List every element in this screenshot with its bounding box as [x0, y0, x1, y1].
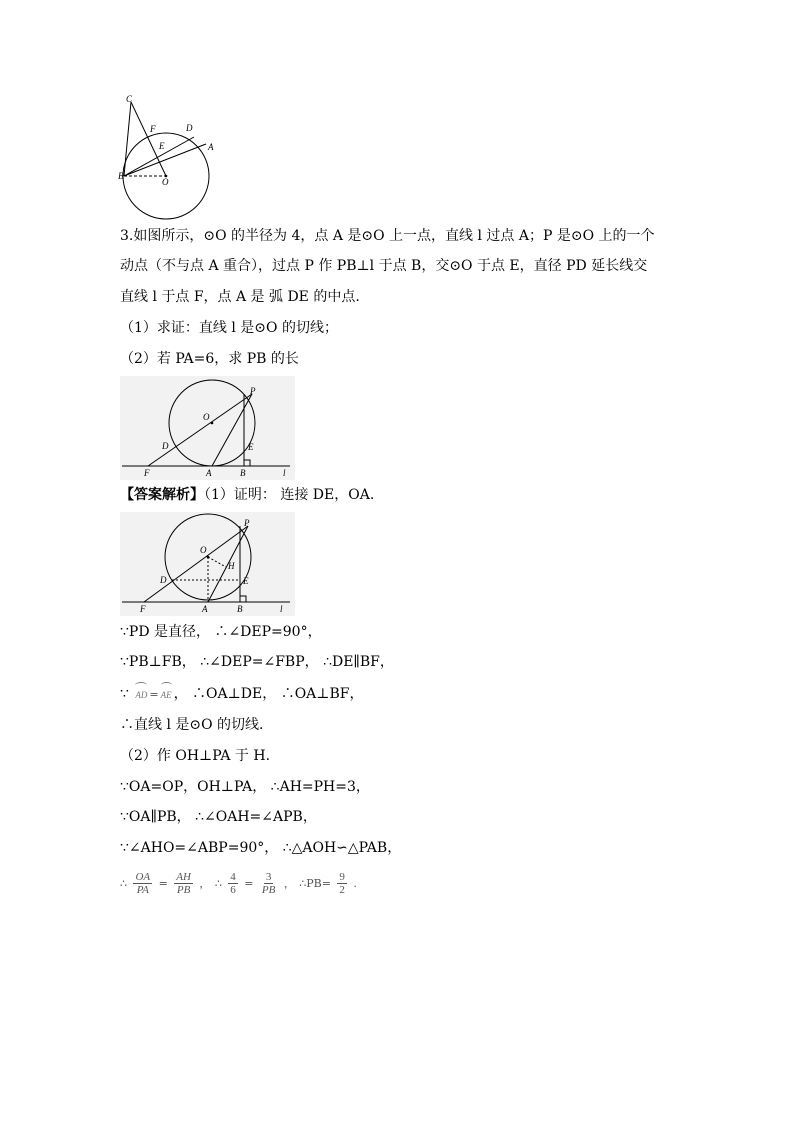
fraction-4-6-num: 4: [230, 870, 236, 883]
fig3-label-h: H: [228, 561, 235, 571]
answer-heading-line: [120, 485, 374, 505]
answer-heading: 【答案解析】: [120, 487, 204, 503]
fraction-4-6-den: 6: [230, 883, 236, 896]
figure-1: [118, 92, 218, 222]
fig2-label-b: B: [240, 468, 246, 478]
problem-line-1: 3.如图所示，⊙O 的半径为 4，点 A 是⊙O 上一点，直线 l 过点 A；P 是⊙O 上的一个: [120, 228, 655, 244]
question-1: （1）求证：直线 l 是⊙O 的切线；: [120, 320, 338, 336]
fraction-line: [120, 868, 357, 899]
fig2-label-f: F: [144, 468, 150, 478]
comma-2: ，: [283, 877, 295, 890]
step-5: ∵OA=OP，OH⊥PA， ∴AH=PH=3，: [120, 779, 370, 795]
fig2-label-p: P: [250, 386, 256, 396]
fig3-label-a: A: [202, 604, 208, 614]
fraction-9-2: [337, 871, 347, 896]
problem-line-2: 动点（不与点 A 重合），过点 P 作 PB⊥l 于点 B，交⊙O 于点 E，直径 PD 延长线交: [120, 258, 648, 274]
fig1-label-b: B: [118, 171, 124, 181]
figure-3: [120, 512, 295, 616]
fig2-label-d: D: [162, 441, 169, 451]
period: .: [353, 877, 357, 890]
part-2-heading: （2）作 OH⊥PA 于 H.: [120, 748, 271, 764]
fraction-9-2-den: 2: [339, 883, 345, 896]
fraction-3-pb: [260, 871, 277, 896]
fig2-label-a: A: [206, 468, 212, 478]
fig1-label-c: C: [126, 94, 133, 104]
question-2: （2）若 PA=6，求 PB 的长: [120, 351, 299, 367]
fig2-label-e: E: [248, 442, 254, 452]
step-7: ∵∠AHO=∠ABP=90°， ∴△AOH∽△PAB，: [120, 840, 402, 856]
fig2-label-l: l: [283, 468, 286, 478]
arc-ae: AE: [161, 683, 172, 705]
fig1-label-e: E: [159, 141, 165, 151]
step-3: [120, 683, 363, 705]
step-3-rest: ， ∴OA⊥DE， ∴OA⊥BF，: [173, 686, 364, 702]
fraction-oa-pa-num: OA: [135, 870, 151, 883]
fig3-label-f: F: [140, 604, 146, 614]
fraction-9-2-num: 9: [339, 870, 345, 883]
fig3-label-l: l: [280, 604, 283, 614]
comma-1: ，: [199, 877, 211, 890]
step-3-prefix: ∵: [120, 686, 129, 702]
fraction-ah-pb-den: PB: [176, 883, 191, 896]
fig1-label-d: D: [186, 123, 193, 133]
arc-equals: =: [149, 688, 159, 701]
fig3-label-e: E: [243, 576, 249, 586]
fig1-label-a: A: [208, 142, 214, 152]
fig2-label-o: O: [203, 412, 210, 422]
step-2: ∵PB⊥FB， ∴∠DEP=∠FBP， ∴DE∥BF，: [120, 654, 394, 670]
equals-2: =: [244, 877, 254, 890]
fraction-oa-pa-den: PA: [136, 883, 149, 896]
arc-ad: AD: [135, 683, 147, 705]
fig3-label-b: B: [237, 604, 243, 614]
figure-2: [120, 376, 295, 480]
fraction-oa-pa: [133, 871, 152, 896]
step-1: ∵PD 是直径， ∴∠DEP=90°，: [120, 624, 322, 640]
fig3-label-p: P: [244, 518, 250, 528]
fig3-label-d: D: [160, 575, 167, 585]
therefore-pb: ∴PB=: [299, 877, 331, 890]
step-6: ∵OA∥PB， ∴∠OAH=∠APB，: [120, 809, 317, 825]
fig3-label-o: O: [200, 545, 207, 555]
fraction-4-6: [228, 871, 238, 896]
fraction-ah-pb-num: AH: [176, 870, 191, 883]
fraction-3-pb-den: PB: [261, 883, 276, 896]
therefore-2: ∴: [214, 877, 222, 890]
answer-intro: （1）证明： 连接 DE，OA.: [204, 487, 375, 503]
fraction-3-pb-num: 3: [265, 870, 272, 883]
fig1-label-o: O: [162, 177, 169, 187]
equals-1: =: [158, 877, 168, 890]
problem-line-3: 直线 l 于点 F，点 A 是 弧 DE 的中点.: [120, 289, 360, 305]
fig1-label-f: F: [150, 124, 156, 134]
therefore-1: ∴: [120, 877, 127, 890]
step-4: ∴直线 l 是⊙O 的切线.: [120, 717, 264, 733]
fraction-ah-pb: [174, 871, 193, 896]
